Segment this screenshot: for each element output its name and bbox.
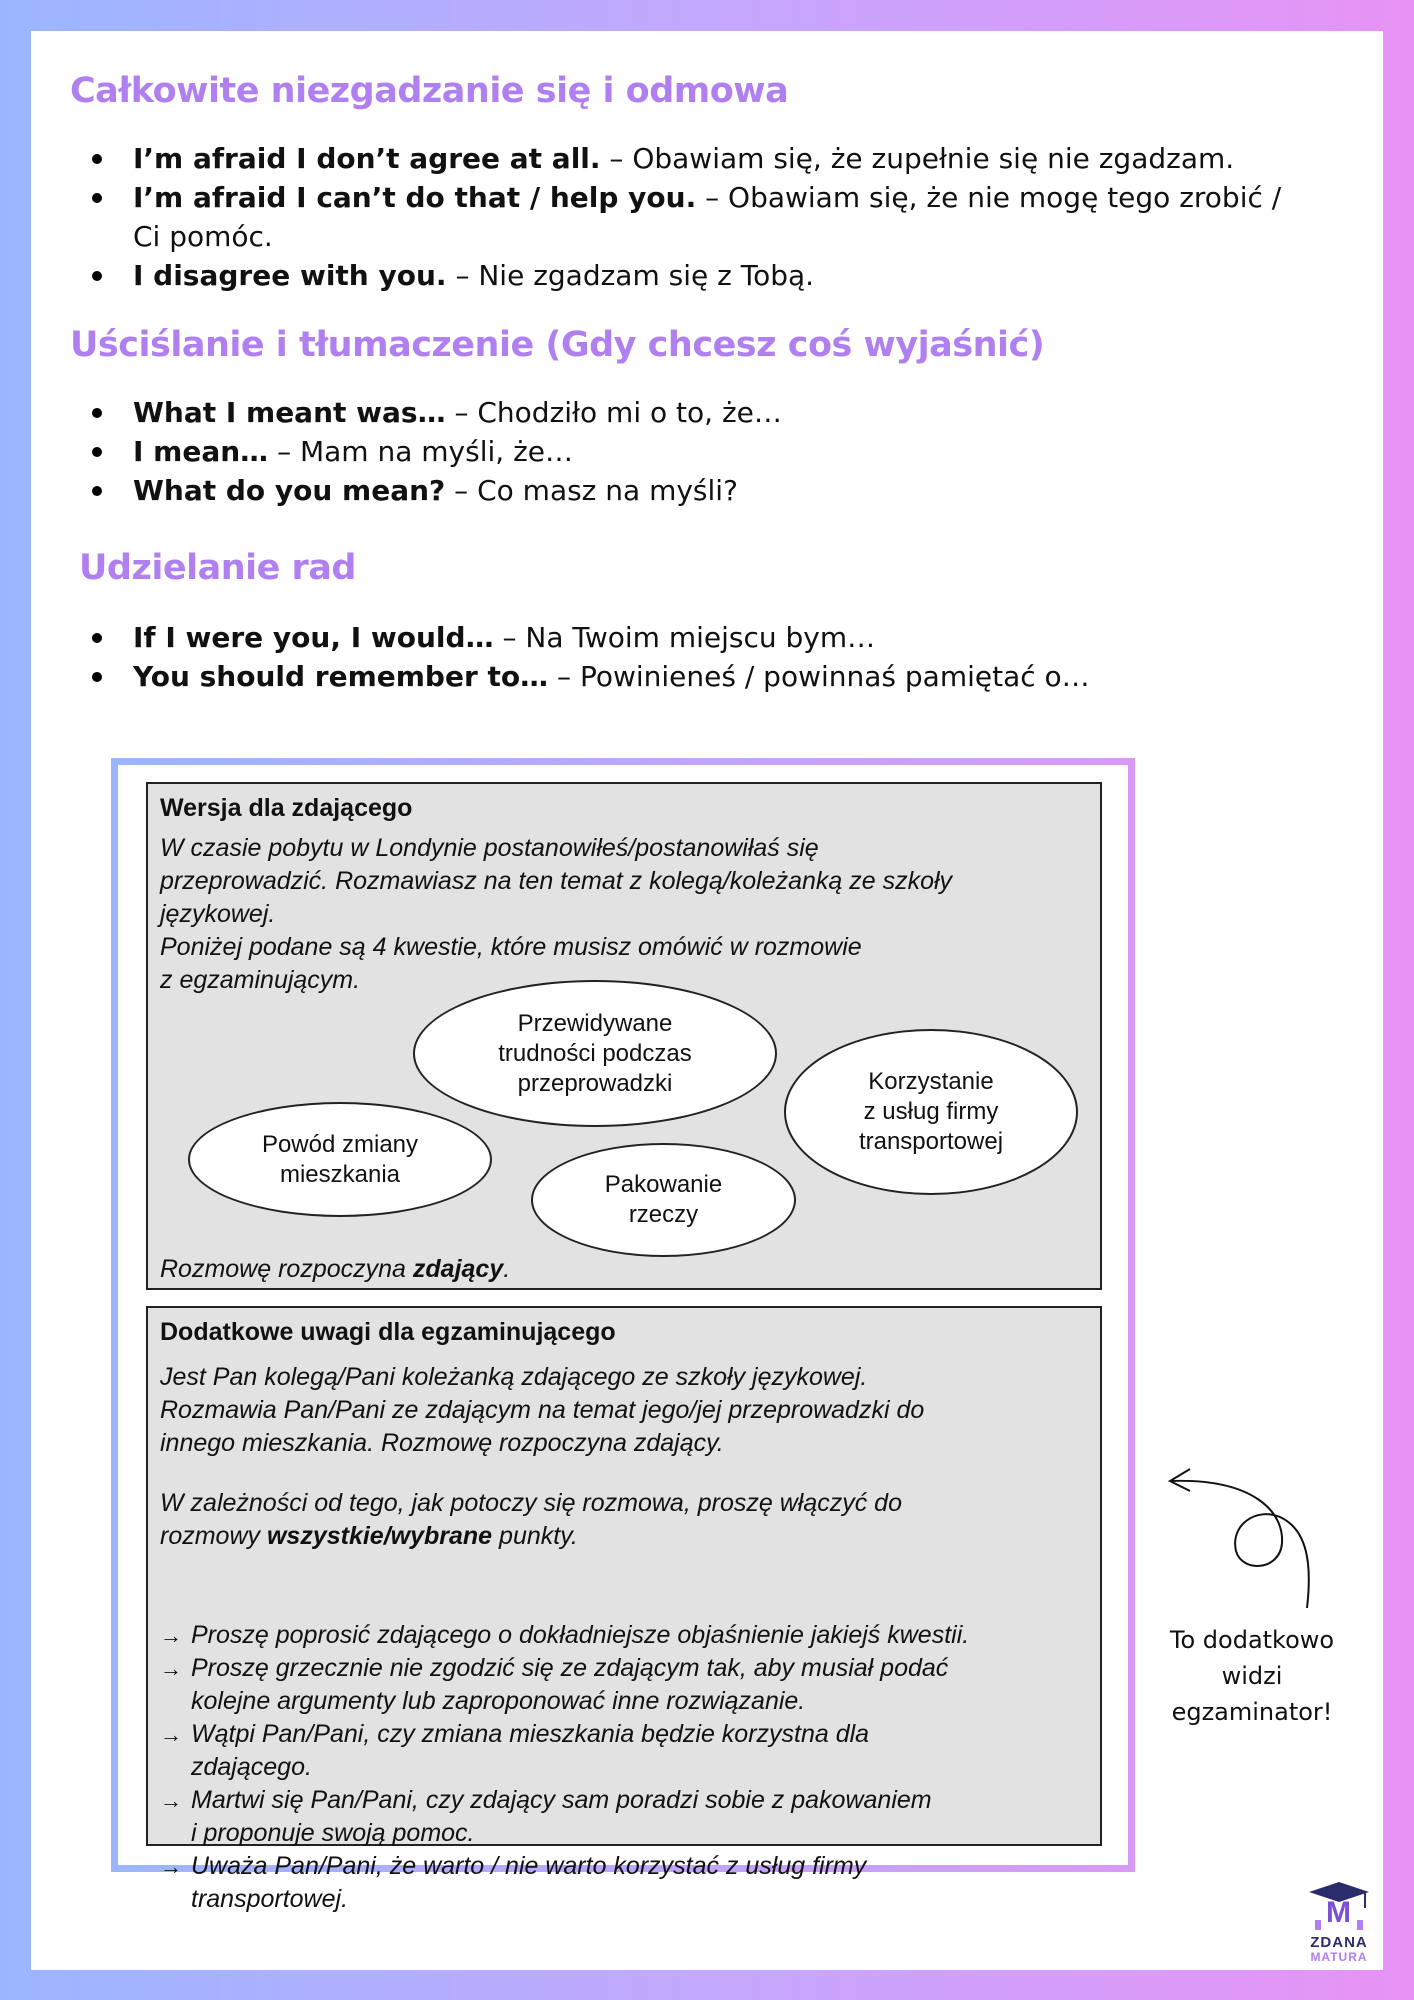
section-heading-disagreement: Całkowite niezgadzanie się i odmowa — [70, 71, 789, 111]
section-heading-advice: Udzielanie rad — [79, 548, 356, 588]
english-phrase: I’m afraid I can’t do that / help you. — [133, 181, 697, 214]
examiner-notes-box — [146, 1306, 1102, 1913]
list-item — [70, 393, 1300, 432]
english-phrase: If I were you, I would… — [133, 621, 494, 654]
polish-translation: – Na Twoim miejscu bym… — [493, 621, 876, 654]
arrow-icon: → — [160, 1788, 182, 1813]
student-closing — [160, 1253, 510, 1286]
instruction-text: Wątpi Pan/Pani, czy zmiana mieszkania będzie korzystna dla zdającego. — [191, 1720, 870, 1781]
zdana-matura-logo — [1300, 1880, 1378, 1964]
examiner-box-title: Dodatkowe uwagi dla egzaminującego — [160, 1318, 616, 1346]
instruction-text: Martwi się Pan/Pani, czy zdający sam poradzi sobie z pakowaniem i proponuje swoją pomoc. — [191, 1786, 932, 1847]
english-phrase: I’m afraid I don’t agree at all. — [133, 142, 601, 175]
instruction-text: Uważa Pan/Pani, że warto / nie warto korzystać z usług firmy transportowej. — [191, 1852, 867, 1913]
list-item — [70, 432, 1300, 471]
polish-translation: – Nie zgadzam się z Tobą. — [446, 259, 815, 292]
arrow-icon: → — [160, 1623, 182, 1648]
list-item — [70, 139, 1300, 178]
examiner-paragraph-1-text: Jest Pan kolegą/Pani koleżanką zdającego ze szkoły językowej. Rozmawia Pan/Pani ze zdającym na temat jego/jej przeprowadzki do innego mieszkania. Rozmowę rozpoczyna zdający. — [160, 1363, 925, 1457]
student-intro-text: W czasie pobytu w Londynie postanowiłeś/postanowiłaś się przeprowadzić. Rozmawiasz na ten temat z kolegą/koleżanką ze szkoły językowej. Poniżej podane są 4 kwestie, które musisz omówić w rozmowie z egzaminującym. — [160, 834, 953, 994]
instruction-item — [160, 1784, 1121, 1850]
student-version-box — [146, 782, 1102, 1290]
phrase-list-advice — [70, 618, 1300, 696]
instruction-text: Proszę grzecznie nie zgodzić się ze zdającym tak, aby musiał podać kolejne argumenty lub zaproponować inne rozwiązanie. — [191, 1654, 949, 1715]
polish-translation: – Chodziło mi o to, że… — [445, 396, 782, 429]
list-item — [70, 471, 1300, 510]
section-heading-clarifying: Uściślanie i tłumaczenie (Gdy chcesz coś wyjaśnić) — [70, 325, 1045, 365]
english-phrase: I mean… — [133, 435, 269, 468]
closing-bold: zdający — [412, 1255, 504, 1283]
logo-line-2: MATURA — [1310, 1950, 1368, 1964]
logo-letter: M — [1326, 1896, 1352, 1929]
english-phrase: What I meant was… — [133, 396, 446, 429]
student-intro — [160, 832, 1090, 997]
english-phrase: What do you mean? — [133, 474, 446, 507]
curved-arrow-icon — [1160, 1455, 1320, 1615]
paragraph-2-start: W zależności od tego, jak potoczy się rozmowa, proszę włączyć do rozmowy — [160, 1489, 902, 1550]
list-item — [70, 178, 1300, 256]
closing-text: Rozmowę rozpoczyna — [160, 1255, 413, 1283]
phrase-list-disagreement — [70, 139, 1300, 295]
instruction-item — [160, 1652, 1121, 1718]
english-phrase: I disagree with you. — [133, 259, 447, 292]
english-phrase: You should remember to… — [133, 660, 549, 693]
examiner-paragraph-1 — [160, 1361, 1090, 1460]
examiner-instructions — [160, 1619, 1121, 1916]
side-note: To dodatkowo widzi egzaminator! — [1169, 1626, 1335, 1726]
arrow-icon: → — [160, 1656, 182, 1681]
exam-card — [118, 765, 1128, 1913]
instruction-item — [160, 1718, 1121, 1784]
polish-translation: – Mam na myśli, że… — [268, 435, 573, 468]
arrow-icon: → — [160, 1722, 182, 1747]
polish-translation: – Obawiam się, że zupełnie się nie zgadzam. — [600, 142, 1235, 175]
paragraph-2-end: punkty. — [492, 1522, 578, 1550]
list-item — [70, 618, 1300, 657]
polish-translation: – Obawiam się, że nie mogę tego zrobić / Ci pomóc. — [133, 181, 1282, 253]
closing-end: . — [503, 1255, 511, 1283]
topic-packing: Pakowanie rzeczy — [531, 1143, 796, 1257]
polish-translation: – Co masz na myśli? — [445, 474, 738, 507]
topic-difficulties: Przewidywane trudności podczas przeprowadzki — [413, 980, 777, 1127]
topic-transport-company: Korzystanie z usług firmy transportowej — [784, 1029, 1078, 1195]
arrow-icon: → — [160, 1854, 182, 1879]
topic-reason-for-moving: Powód zmiany mieszkania — [188, 1102, 492, 1217]
instruction-text: Proszę poprosić zdającego o dokładniejsze objaśnienie jakiejś kwestii. — [191, 1621, 970, 1649]
logo-line-1: ZDANA — [1310, 1934, 1368, 1951]
instruction-item — [160, 1619, 1121, 1652]
student-box-title: Wersja dla zdającego — [160, 794, 413, 822]
list-item — [70, 657, 1300, 696]
exam-card-frame — [111, 758, 1135, 1913]
phrase-list-clarifying — [70, 393, 1300, 510]
polish-translation: – Powinieneś / powinnaś pamiętać o… — [548, 660, 1090, 693]
paragraph-2-bold: wszystkie/wybrane — [266, 1522, 493, 1550]
instruction-item — [160, 1850, 1121, 1916]
examiner-paragraph-2 — [160, 1487, 1090, 1553]
list-item — [70, 256, 1300, 295]
